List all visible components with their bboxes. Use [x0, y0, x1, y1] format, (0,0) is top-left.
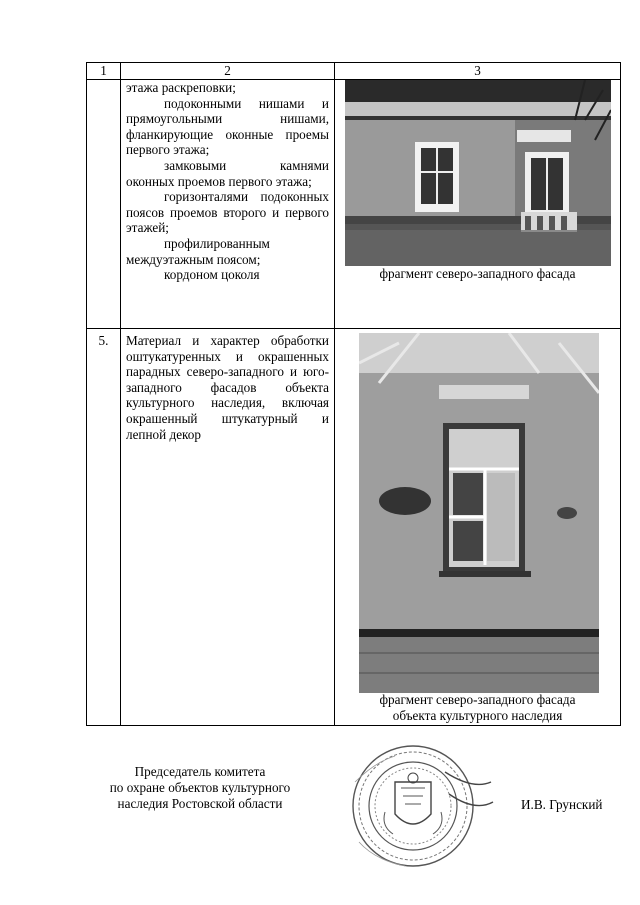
description-line: этажа раскреповки; — [126, 80, 236, 95]
photo-caption-line-2: объекта культурного наследия — [392, 707, 563, 723]
description-line: профилированным междуэтажным поясом; — [126, 235, 270, 267]
description-text: Материал и характер обработки оштукатуренных и окрашенных парадных северо-западного и юго-западного фасадов объекта культурного наследия, включая окрашенный штукатурный и лепной декор — [126, 333, 329, 442]
description-line: подоконными нишами и прямоугольными нишами, фланкирующие оконные проемы первого этажа; — [126, 95, 329, 158]
table-row — [87, 329, 621, 726]
description-line: кордоном цоколя — [164, 267, 260, 283]
table-row — [87, 80, 621, 329]
signatory-title-line: наследия Ростовской области — [117, 796, 283, 811]
description-cell — [121, 80, 335, 329]
table-header-row — [87, 63, 621, 80]
description-cell — [121, 329, 335, 726]
official-seal-stamp — [345, 742, 495, 872]
row-number-cell: 5. — [87, 329, 121, 726]
photo-caption: фрагмент северо-западного фасада — [379, 266, 576, 281]
signatory-name: И.В. Грунский — [521, 797, 603, 812]
heritage-table — [86, 62, 621, 726]
signatory-title — [80, 764, 320, 812]
description-line: горизонталями подоконных поясов проемов второго и первого этажей; — [126, 189, 329, 236]
facade-photo-1 — [345, 80, 611, 266]
header-col-1: 1 — [87, 63, 121, 80]
photo-cell — [335, 329, 621, 726]
photo-caption-line-1: фрагмент северо-западного фасада — [379, 692, 576, 707]
signatory-title-line: Председатель комитета — [134, 764, 266, 779]
facade-photo-2 — [359, 333, 599, 693]
photo-cell — [335, 80, 621, 329]
header-col-3: 3 — [335, 63, 621, 80]
signatory-title-line: по охране объектов культурного — [109, 780, 291, 795]
row-number-cell — [87, 80, 121, 329]
description-line: замковыми камнями оконных проемов первого этажа; — [126, 157, 329, 189]
header-col-2: 2 — [121, 63, 335, 80]
